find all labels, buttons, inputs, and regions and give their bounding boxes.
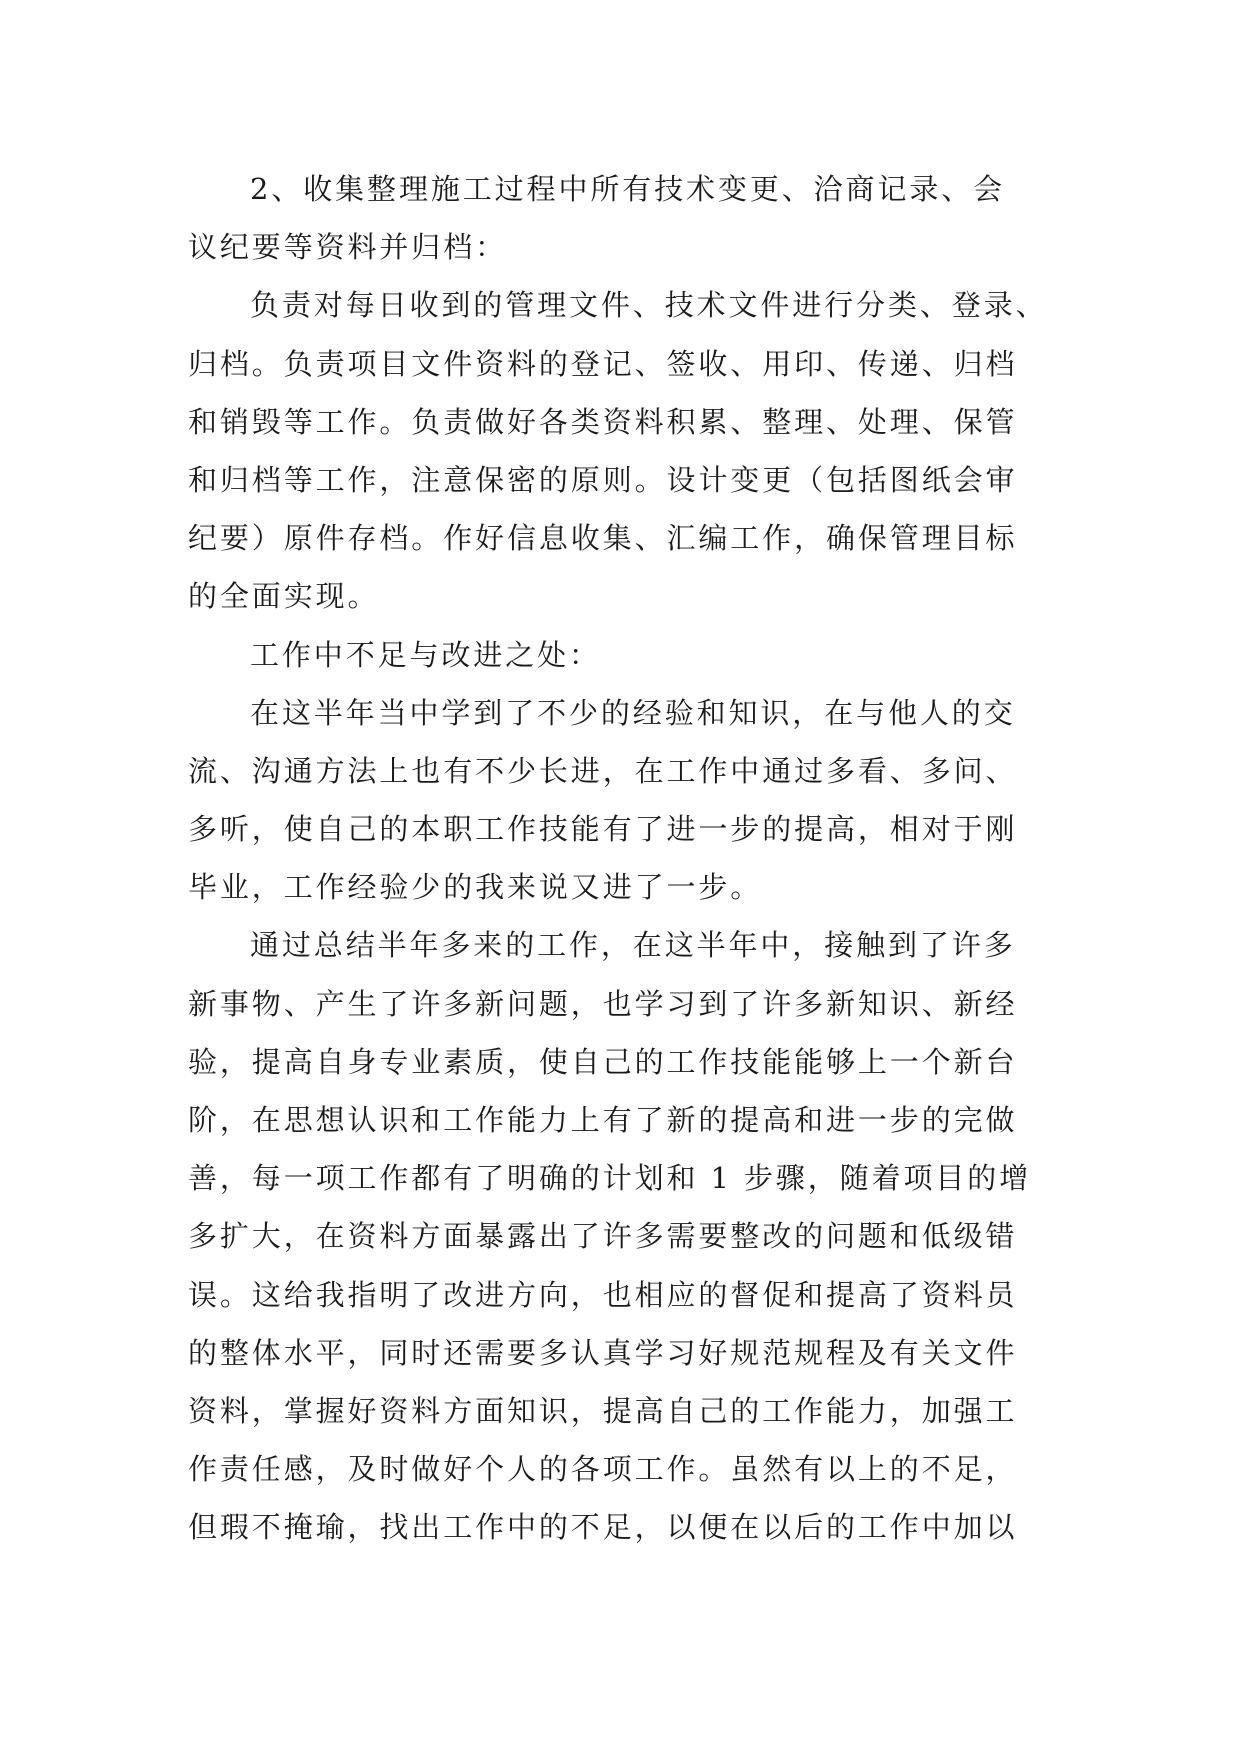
paragraph-line: 的全面实现。 — [188, 579, 380, 614]
paragraph-line: 在这半年当中学到了不少的经验和知识，在与他人的交 — [250, 695, 1016, 730]
paragraph-line: 和归档等工作，注意保密的原则。设计变更（包括图纸会审 — [188, 462, 1018, 497]
paragraph-line: 通过总结半年多来的工作，在这半年中，接触到了许多 — [250, 928, 1016, 963]
paragraph-line: 归档。负责项目文件资料的登记、签收、用印、传递、归档 — [188, 346, 1018, 381]
paragraph-line: 毕业，工作经验少的我来说又进了一步。 — [188, 870, 763, 905]
document-body — [188, 160, 1058, 1557]
paragraph-line: 但瑕不掩瑜，找出工作中的不足，以便在以后的工作中加以 — [188, 1510, 1018, 1545]
paragraph-line: 误。这给我指明了改进方向，也相应的督促和提高了资料员 — [188, 1277, 1018, 1312]
paragraph-line: 负责对每日收到的管理文件、技术文件进行分类、登录、 — [250, 288, 1048, 323]
paragraph-line: 和销毁等工作。负责做好各类资料积累、整理、处理、保管 — [188, 404, 1018, 439]
paragraph-line: 善，每一项工作都有了明确的计划和 1 步骤，随着项目的增 — [188, 1161, 1032, 1196]
paragraph-line: 阶，在思想认识和工作能力上有了新的提高和进一步的完做 — [188, 1103, 1018, 1137]
paragraph-line: 新事物、产生了许多新问题，也学习到了许多新知识、新经 — [188, 986, 1018, 1021]
paragraph-line: 2、收集整理施工过程中所有技术变更、洽商记录、会 — [250, 172, 1006, 206]
paragraph-line: 多听，使自己的本职工作技能有了进一步的提高，相对于刚 — [188, 812, 1018, 847]
paragraph-line: 的整体水平，同时还需要多认真学习好规范规程及有关文件 — [188, 1335, 1018, 1370]
paragraph-line: 验，提高自身专业素质，使自己的工作技能能够上一个新台 — [188, 1044, 1018, 1079]
paragraph-line: 资料，掌握好资料方面知识，提高自己的工作能力，加强工 — [188, 1393, 1018, 1428]
paragraph-line: 多扩大，在资料方面暴露出了许多需要整改的问题和低级错 — [188, 1219, 1018, 1254]
paragraph-line: 流、沟通方法上也有不少长进，在工作中通过多看、多问、 — [188, 753, 1018, 788]
paragraph-line: 作责任感，及时做好个人的各项工作。虽然有以上的不足， — [188, 1452, 1018, 1487]
paragraph-line: 议纪要等资料并归档： — [188, 230, 508, 265]
paragraph-line: 纪要）原件存档。作好信息收集、汇编工作，确保管理目标 — [188, 521, 1018, 556]
section-heading: 工作中不足与改进之处： — [250, 637, 601, 672]
